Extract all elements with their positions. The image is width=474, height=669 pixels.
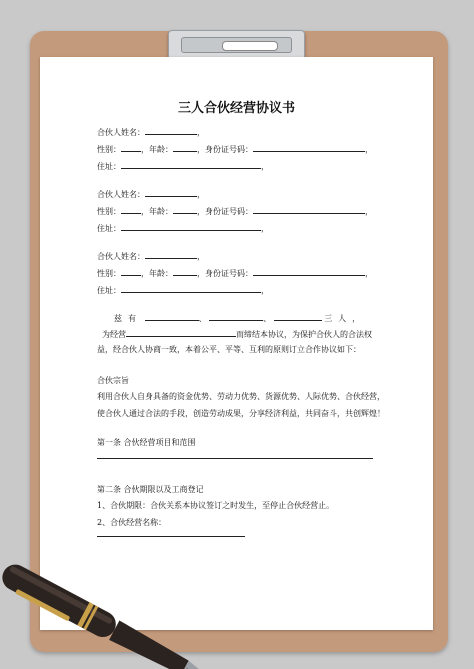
comma: ， [197,190,205,199]
gender-label: 性别： [97,145,121,154]
name-blank [145,249,197,259]
comma: ， [197,252,205,261]
intro-text: 而缔结本协议，为保护合伙人的合法权 [236,330,372,339]
party-blank [274,311,322,321]
name-blank [145,187,197,197]
intro-text: 兹有 [114,314,142,323]
age-blank [173,204,197,214]
id-blank [253,266,365,276]
address-blank [121,283,261,293]
partner-3-address-line [97,283,269,296]
purpose-line-2: 使合伙人通过合法的手段，创造劳动成果，分享经济利益，共同奋斗，共创辉煌！ [97,409,385,418]
business-name-blank-line [97,536,245,537]
intro-line-3: 益，经合伙人协商一致，本着公平、平等、互利的原则订立合作协议如下： [97,345,361,354]
clip-plate [181,37,292,53]
name-blank [145,125,197,135]
article-1-blank-line [97,458,373,459]
id-label: ，身份证号码： [197,207,253,216]
address-label: 住址： [97,286,121,295]
comma: ， [365,207,373,216]
partner-name-label: 合伙人姓名： [97,190,145,199]
partner-1-name-line [97,125,205,138]
article-1-heading: 第一条 合伙经营项目和范围 [97,438,196,447]
id-blank [253,204,365,214]
partner-2-info-line [97,204,373,217]
age-blank [173,266,197,276]
paper-sheet [40,57,433,630]
age-label: ，年龄： [141,207,173,216]
address-label: 住址： [97,162,121,171]
comma: ， [261,286,269,295]
intro-text: 为经营 [102,330,126,339]
address-label: 住址： [97,224,121,233]
partner-3-name-line [97,249,205,262]
id-label: ，身份证号码： [197,145,253,154]
article-2-heading: 第二条 合伙期限以及工商登记 [97,485,204,494]
purpose-line-1: 利用合伙人自身具备的资金优势、劳动力优势、货源优势、人际优势、合伙经营， [97,392,385,401]
business-blank [126,327,236,337]
contract-document [40,57,433,630]
age-label: ，年龄： [141,269,173,278]
gender-label: 性别： [97,269,121,278]
id-blank [253,142,365,152]
partner-1-info-line [97,142,373,155]
gender-blank [121,204,141,214]
comma: ， [261,162,269,171]
intro-line-2 [102,327,372,340]
document-title: 三人合伙经营协议书 [177,101,295,116]
purpose-heading: 合伙宗旨 [97,376,129,385]
separator: 、 [198,314,207,323]
partner-1-address-line [97,159,269,172]
gender-label: 性别： [97,207,121,216]
article-2-item-1: 1、合伙期限：合伙关系本协议签订之时发生，至停止合伙经营止。 [97,501,335,510]
gender-blank [121,266,141,276]
comma: ， [197,128,205,137]
comma: ， [261,224,269,233]
intro-text: 三人， [324,314,367,323]
partner-name-label: 合伙人姓名： [97,128,145,137]
clip-hole [222,41,278,51]
pen-nib [181,661,215,669]
article-2-item-2: 2、合伙经营名称： [97,518,167,527]
age-label: ，年龄： [141,145,173,154]
address-blank [121,221,261,231]
gender-blank [121,142,141,152]
partner-name-label: 合伙人姓名： [97,252,145,261]
comma: ， [365,145,373,154]
id-label: ，身份证号码： [197,269,253,278]
intro-line-1 [114,311,366,324]
separator: 、 [263,314,272,323]
address-blank [121,159,261,169]
party-blank [145,311,199,321]
partner-3-info-line [97,266,373,279]
party-blank [209,311,263,321]
age-blank [173,142,197,152]
partner-2-name-line [97,187,205,200]
comma: ， [365,269,373,278]
partner-2-address-line [97,221,269,234]
